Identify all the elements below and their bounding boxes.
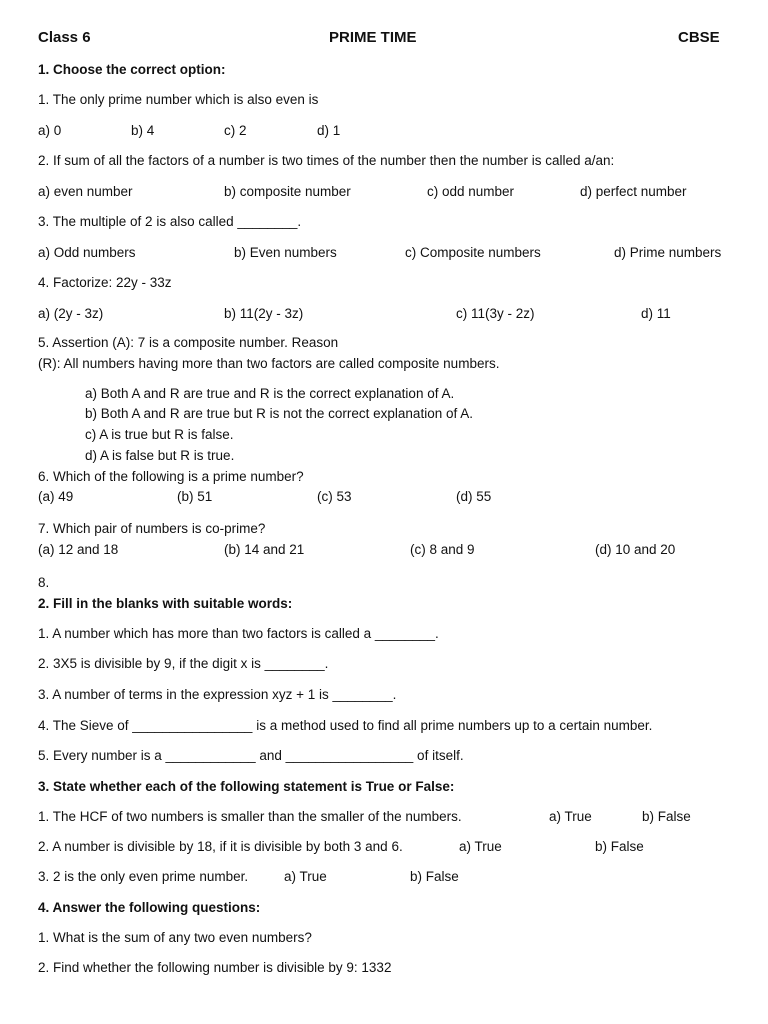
q4-option-d: d) 11	[641, 306, 671, 321]
section-3-title: 3. State whether each of the following statement is True or False:	[38, 779, 455, 794]
q6-option-b: (b) 51	[177, 489, 213, 504]
tf2-false-option: b) False	[595, 839, 644, 854]
q1-option-b: b) 4	[131, 123, 155, 138]
section-4-title: 4. Answer the following questions:	[38, 900, 261, 915]
fill-blank-5: 5. Every number is a ____________ and _________________ of itself.	[38, 748, 464, 763]
question-2: 2. If sum of all the factors of a number is two times of the number then the number is called a/an:	[38, 153, 615, 168]
tf3-false-option: b) False	[410, 869, 459, 884]
question-5-line-1: 5. Assertion (A): 7 is a composite number. Reason	[38, 335, 339, 350]
class-label: Class 6	[38, 29, 91, 46]
worksheet-title: PRIME TIME	[329, 29, 417, 46]
q2-option-d: d) perfect number	[580, 184, 687, 199]
question-5-line-2: (R): All numbers having more than two factors are called composite numbers.	[38, 356, 500, 371]
true-false-1: 1. The HCF of two numbers is smaller than the smaller of the numbers.	[38, 809, 462, 824]
fill-blank-1: 1. A number which has more than two factors is called a ________.	[38, 626, 439, 641]
board-label: CBSE	[678, 29, 720, 46]
true-false-3: 3. 2 is the only even prime number.	[38, 869, 249, 884]
question-1: 1. The only prime number which is also even is	[38, 92, 319, 107]
q7-option-b: (b) 14 and 21	[224, 542, 305, 557]
q6-option-d: (d) 55	[456, 489, 492, 504]
q4-option-a: a) (2y - 3z)	[38, 306, 104, 321]
answer-question-2: 2. Find whether the following number is divisible by 9: 1332	[38, 960, 392, 975]
q3-option-b: b) Even numbers	[234, 245, 337, 260]
answer-question-1: 1. What is the sum of any two even numbers?	[38, 930, 312, 945]
q5-option-d: d) A is false but R is true.	[85, 448, 235, 463]
q3-option-a: a) Odd numbers	[38, 245, 136, 260]
q5-option-b: b) Both A and R are true but R is not the correct explanation of A.	[85, 406, 473, 421]
tf3-true-option: a) True	[284, 869, 327, 884]
question-3: 3. The multiple of 2 is also called ________.	[38, 214, 302, 229]
q4-option-c: c) 11(3y - 2z)	[456, 306, 535, 321]
tf2-true-option: a) True	[459, 839, 502, 854]
q2-option-b: b) composite number	[224, 184, 351, 199]
q6-option-c: (c) 53	[317, 489, 352, 504]
q3-option-c: c) Composite numbers	[405, 245, 541, 260]
question-4: 4. Factorize: 22y - 33z	[38, 275, 172, 290]
q3-option-d: d) Prime numbers	[614, 245, 722, 260]
q2-option-a: a) even number	[38, 184, 133, 199]
section-2-title: 2. Fill in the blanks with suitable words:	[38, 596, 293, 611]
q7-option-a: (a) 12 and 18	[38, 542, 119, 557]
q6-option-a: (a) 49	[38, 489, 74, 504]
q4-option-b: b) 11(2y - 3z)	[224, 306, 304, 321]
true-false-2: 2. A number is divisible by 18, if it is divisible by both 3 and 6.	[38, 839, 403, 854]
tf1-true-option: a) True	[549, 809, 592, 824]
q7-option-c: (c) 8 and 9	[410, 542, 475, 557]
q5-option-a: a) Both A and R are true and R is the correct explanation of A.	[85, 386, 455, 401]
fill-blank-3: 3. A number of terms in the expression xyz + 1 is ________.	[38, 687, 397, 702]
q1-option-d: d) 1	[317, 123, 341, 138]
q5-option-c: c) A is true but R is false.	[85, 427, 234, 442]
question-6: 6. Which of the following is a prime number?	[38, 469, 304, 484]
tf1-false-option: b) False	[642, 809, 691, 824]
fill-blank-2: 2. 3X5 is divisible by 9, if the digit x is ________.	[38, 656, 329, 671]
question-8: 8.	[38, 575, 50, 590]
q1-option-a: a) 0	[38, 123, 62, 138]
section-1-title: 1. Choose the correct option:	[38, 62, 226, 77]
q7-option-d: (d) 10 and 20	[595, 542, 676, 557]
question-7: 7. Which pair of numbers is co-prime?	[38, 521, 266, 536]
q1-option-c: c) 2	[224, 123, 247, 138]
q2-option-c: c) odd number	[427, 184, 515, 199]
fill-blank-4: 4. The Sieve of ________________ is a method used to find all prime numbers up to a certain number.	[38, 718, 653, 733]
